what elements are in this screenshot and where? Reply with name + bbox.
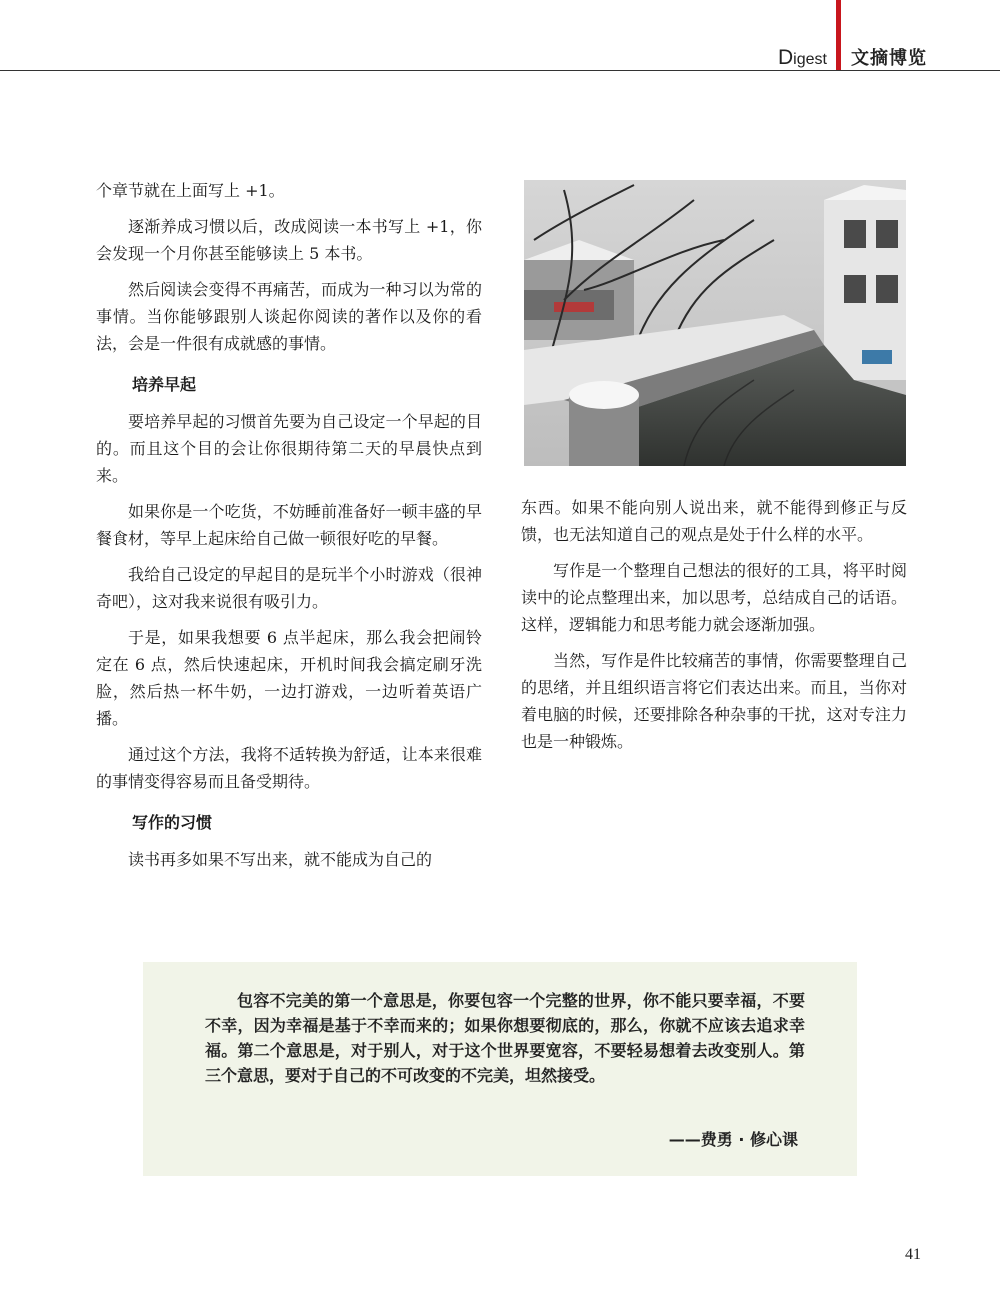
paragraph: 东西。如果不能向别人说出来，就不能得到修正与反馈，也无法知道自己的观点是处于什么样的水平。 (521, 498, 907, 544)
paragraph: 我给自己设定的早起目的是玩半个小时游戏（很神奇吧），这对我来说很有吸引力。 (96, 565, 482, 611)
left-text-column (96, 177, 482, 882)
paragraph: 于是，如果我想要 6 点半起床，那么我会把闹铃定在 6 点，然后快速起床，开机时间我会搞定刷牙洗脸，然后热一杯牛奶，一边打游戏，一边听着英语广播。 (96, 628, 482, 728)
paragraph: 如果你是一个吃货，不妨睡前准备好一顿丰盛的早餐食材，等早上起床给自己做一顿很好吃的早餐。 (96, 502, 482, 548)
section-label-english: Digest (778, 46, 827, 69)
right-text-column (521, 494, 907, 764)
page-number: 41 (905, 1246, 921, 1263)
snowy-canal-photo (524, 180, 906, 466)
quote-paragraph: 包容不完美的第一个意思是，你要包容一个完整的世界，你不能只要幸福，不要不幸，因为幸福是基于不幸而来的；如果你想要彻底的，那么，你就不应该去追求幸福。第二个意思是，对于别人，对于这个世界要宽容，不要轻易想着去改变别人。第三个意思，要对于自己的不可改变的不完美，坦然接受。 (205, 991, 805, 1085)
paragraph: 通过这个方法，我将不适转换为舒适，让本来很难的事情变得容易而且备受期待。 (96, 745, 482, 791)
header-divider (0, 70, 1000, 71)
paragraph: 要培养早起的习惯首先要为自己设定一个早起的目的。而且这个目的会让你很期待第二天的早晨快点到来。 (96, 412, 482, 485)
paragraph: 逐渐养成习惯以后，改成阅读一本书写上 +1，你会发现一个月你甚至能够读上 5 本书。 (96, 217, 482, 263)
header-accent-bar (836, 0, 841, 70)
quote-source: ——费勇 · 修心课 (668, 1130, 798, 1149)
paragraph: 读书再多如果不写出来，就不能成为自己的 (128, 850, 433, 869)
paragraph: 当然，写作是件比较痛苦的事情，你需要整理自己的思绪，并且组织语言将它们表达出来。而且，当你对着电脑的时候，还要排除各种杂事的干扰，这对专注力也是一种锻炼。 (521, 651, 907, 751)
paragraph: 写作是一个整理自己想法的很好的工具，将平时阅读中的论点整理出来，加以思考，总结成自己的话语。这样，逻辑能力和思考能力就会逐渐加强。 (521, 561, 907, 634)
paragraph: 然后阅读会变得不再痛苦，而成为一种习以为常的事情。当你能够跟别人谈起你阅读的著作以及你的看法，会是一件很有成就感的事情。 (96, 280, 482, 353)
section-label-chinese: 文摘博览 (851, 48, 927, 69)
quote-text (205, 988, 805, 1088)
paragraph: 个章节就在上面写上 +1。 (96, 181, 285, 200)
section-heading: 写作的习惯 (132, 813, 213, 832)
section-heading: 培养早起 (132, 375, 197, 394)
